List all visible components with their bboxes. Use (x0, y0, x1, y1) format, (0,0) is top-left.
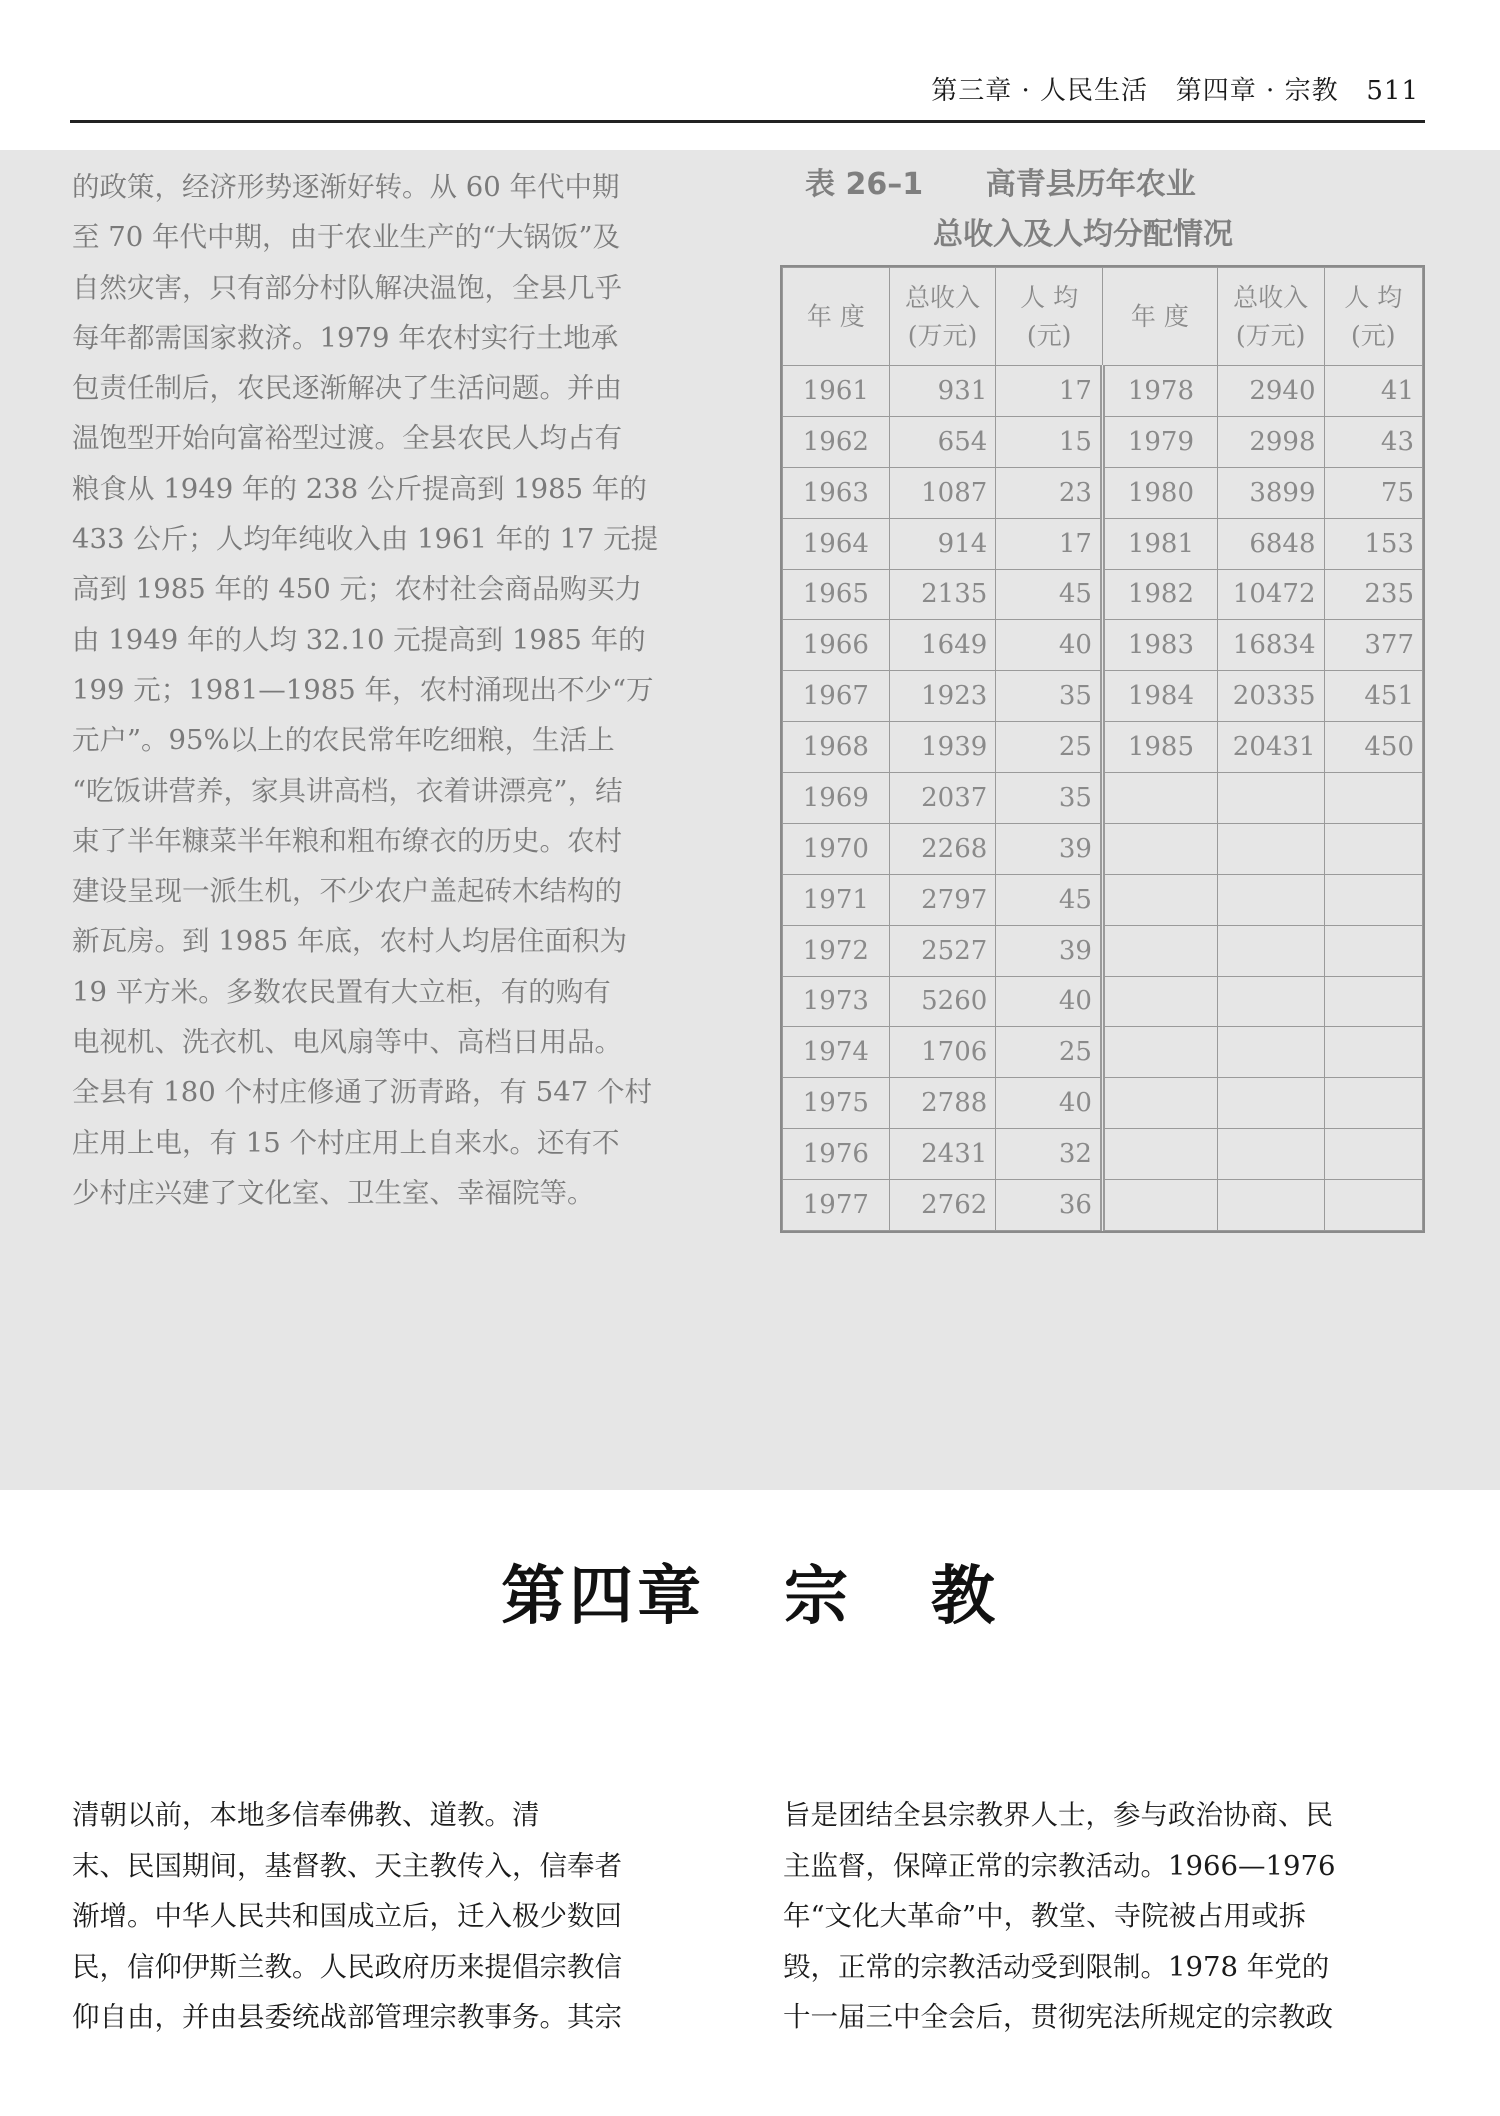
year-cell (1102, 1129, 1217, 1180)
year-cell: 1976 (783, 1129, 890, 1180)
year-cell: 1975 (783, 1078, 890, 1129)
percap-cell: 40 (996, 976, 1103, 1027)
agriculture-income-table (780, 265, 1425, 1233)
table-row (783, 518, 1423, 569)
table-row (783, 1129, 1423, 1180)
income-cell: 1706 (889, 1027, 996, 1078)
income-cell (1217, 976, 1324, 1027)
income-cell: 1939 (889, 722, 996, 773)
text-line: 每年都需国家救济。1979 年农村实行土地承 (72, 321, 619, 354)
text-line: 的政策，经济形势逐渐好转。从 60 年代中期 (72, 171, 620, 203)
income-cell (1217, 1180, 1324, 1231)
percap-cell (1324, 823, 1423, 874)
table-row (783, 1180, 1423, 1231)
table-row (783, 416, 1423, 467)
text-line: 十一届三中全会后，贯彻宪法所规定的宗教政 (783, 2001, 1333, 2033)
year-cell: 1964 (783, 518, 890, 569)
header-percap: 人 均 (元) (1324, 268, 1423, 366)
text-line: 少村庄兴建了文化室、卫生室、幸福院等。 (72, 1176, 595, 1209)
income-cell: 2527 (889, 925, 996, 976)
text-line: 高到 1985 年的 450 元；农村社会商品购买力 (72, 573, 642, 606)
percap-cell: 153 (1324, 518, 1423, 569)
header-year: 年 度 (783, 268, 890, 366)
text-line: 电视机、洗衣机、电风扇等中、高档日用品。 (72, 1026, 622, 1059)
year-cell: 1968 (783, 722, 890, 773)
text-line: 仰自由，并由县委统战部管理宗教事务。其宗 (72, 2001, 622, 2033)
year-cell (1102, 1180, 1217, 1231)
year-cell: 1977 (783, 1180, 890, 1231)
income-cell (1217, 773, 1324, 824)
year-cell: 1969 (783, 773, 890, 824)
income-cell (1217, 874, 1324, 925)
text-line: 199 元；1981—1985 年，农村涌现出不少“万 (72, 673, 654, 706)
year-cell: 1978 (1102, 366, 1217, 417)
table-row (783, 773, 1423, 824)
table-row (783, 925, 1423, 976)
percap-cell: 235 (1324, 569, 1423, 620)
percap-cell: 39 (996, 925, 1103, 976)
table-header-row (783, 268, 1423, 366)
percap-cell: 36 (996, 1180, 1103, 1231)
income-cell (1217, 1027, 1324, 1078)
table-caption-line1: 表 26–1 高青县历年农业 (805, 167, 1196, 202)
percap-cell: 35 (996, 773, 1103, 824)
text-line: 渐增。中华人民共和国成立后，迁入极少数回 (72, 1900, 622, 1932)
income-cell: 2135 (889, 569, 996, 620)
text-line: 至 70 年代中期，由于农业生产的“大锅饭”及 (72, 221, 621, 254)
text-line: 民，信仰伊斯兰教。人民政府历来提倡宗教信 (72, 1950, 622, 1983)
table-row (783, 976, 1423, 1027)
running-head-text: 第三章 · 人民生活 第四章 · 宗教 511 (931, 76, 1419, 106)
body-left-column (72, 1790, 717, 2043)
year-cell: 1965 (783, 569, 890, 620)
income-cell: 2268 (889, 823, 996, 874)
chapter-title: 第四章 宗 教 (501, 1560, 999, 1634)
income-cell: 914 (889, 518, 996, 569)
table-row (783, 366, 1423, 417)
text-line: 庄用上电，有 15 个村庄用上自来水。还有不 (72, 1126, 620, 1159)
table-row (783, 569, 1423, 620)
income-cell: 5260 (889, 976, 996, 1027)
table-row (783, 671, 1423, 722)
percap-cell (1324, 773, 1423, 824)
year-cell: 1985 (1102, 722, 1217, 773)
percap-cell: 451 (1324, 671, 1423, 722)
income-cell: 1087 (889, 467, 996, 518)
year-cell: 1966 (783, 620, 890, 671)
income-cell (1217, 1078, 1324, 1129)
percap-cell: 25 (996, 722, 1103, 773)
income-cell: 20335 (1217, 671, 1324, 722)
income-cell: 16834 (1217, 620, 1324, 671)
text-line: 元户”。95%以上的农民常年吃细粮，生活上 (72, 724, 615, 757)
text-line: “吃饭讲营养，家具讲高档，衣着讲漂亮”，结 (72, 774, 623, 807)
percap-cell: 450 (1324, 722, 1423, 773)
income-cell: 931 (889, 366, 996, 417)
percap-cell (1324, 1078, 1423, 1129)
header-income: 总收入 (万元) (889, 268, 996, 366)
income-cell (1217, 1129, 1324, 1180)
percap-cell (1324, 1027, 1423, 1078)
text-line: 主监督，保障正常的宗教活动。1966—1976 (783, 1849, 1336, 1882)
year-cell: 1973 (783, 976, 890, 1027)
text-line: 末、民国期间，基督教、天主教传入，信奉者 (72, 1849, 622, 1882)
year-cell (1102, 773, 1217, 824)
text-line: 19 平方米。多数农民置有大立柜，有的购有 (72, 975, 611, 1008)
percap-cell (1324, 1180, 1423, 1231)
table-row (783, 620, 1423, 671)
income-cell: 1923 (889, 671, 996, 722)
text-line: 新瓦房。到 1985 年底，农村人均居住面积为 (72, 925, 627, 958)
text-line: 433 公斤；人均年纯收入由 1961 年的 17 元提 (72, 523, 659, 556)
percap-cell (1324, 976, 1423, 1027)
text-line: 粮食从 1949 年的 238 公斤提高到 1985 年的 (72, 472, 647, 505)
year-cell: 1972 (783, 925, 890, 976)
left-text-column (72, 162, 717, 1218)
text-line: 自然灾害，只有部分村队解决温饱，全县几乎 (72, 271, 622, 304)
income-cell (1217, 823, 1324, 874)
text-line: 建设呈现一派生机，不少农户盖起砖木结构的 (72, 875, 622, 908)
percap-cell: 39 (996, 823, 1103, 874)
percap-cell: 45 (996, 874, 1103, 925)
income-cell: 6848 (1217, 518, 1324, 569)
percap-cell: 15 (996, 416, 1103, 467)
year-cell: 1970 (783, 823, 890, 874)
income-cell: 654 (889, 416, 996, 467)
income-cell: 1649 (889, 620, 996, 671)
percap-cell: 25 (996, 1027, 1103, 1078)
text-line: 全县有 180 个村庄修通了沥青路，有 547 个村 (72, 1076, 652, 1109)
year-cell: 1963 (783, 467, 890, 518)
income-cell: 10472 (1217, 569, 1324, 620)
percap-cell: 32 (996, 1129, 1103, 1180)
text-line: 束了半年糠菜半年粮和粗布缭衣的历史。农村 (72, 824, 622, 857)
income-cell: 2797 (889, 874, 996, 925)
income-cell: 2998 (1217, 416, 1324, 467)
text-line: 由 1949 年的人均 32.10 元提高到 1985 年的 (72, 623, 646, 656)
table-row (783, 1027, 1423, 1078)
body-right-column (783, 1790, 1428, 2043)
year-cell (1102, 1027, 1217, 1078)
year-cell: 1981 (1102, 518, 1217, 569)
income-cell: 2037 (889, 773, 996, 824)
income-cell: 2762 (889, 1180, 996, 1231)
year-cell: 1961 (783, 366, 890, 417)
year-cell: 1974 (783, 1027, 890, 1078)
income-cell: 2431 (889, 1129, 996, 1180)
year-cell (1102, 976, 1217, 1027)
percap-cell: 35 (996, 671, 1103, 722)
year-cell: 1967 (783, 671, 890, 722)
header-income: 总收入 (万元) (1217, 268, 1324, 366)
header-year: 年 度 (1102, 268, 1217, 366)
text-line: 清朝以前，本地多信奉佛教、道教。清 (72, 1799, 540, 1831)
percap-cell: 43 (1324, 416, 1423, 467)
income-cell: 2940 (1217, 366, 1324, 417)
table-row (783, 823, 1423, 874)
year-cell (1102, 925, 1217, 976)
percap-cell: 40 (996, 1078, 1103, 1129)
income-cell: 3899 (1217, 467, 1324, 518)
percap-cell: 45 (996, 569, 1103, 620)
header-percap: 人 均 (元) (996, 268, 1103, 366)
income-cell: 20431 (1217, 722, 1324, 773)
text-line: 温饱型开始向富裕型过渡。全县农民人均占有 (72, 422, 622, 455)
table-caption (805, 160, 1233, 260)
percap-cell: 23 (996, 467, 1103, 518)
text-line: 年“文化大革命”中，教堂、寺院被占用或拆 (783, 1900, 1307, 1932)
table-caption-line2: 总收入及人均分配情况 (933, 217, 1233, 252)
year-cell: 1979 (1102, 416, 1217, 467)
year-cell: 1983 (1102, 620, 1217, 671)
percap-cell: 41 (1324, 366, 1423, 417)
percap-cell (1324, 1129, 1423, 1180)
income-cell (1217, 925, 1324, 976)
text-line: 毁，正常的宗教活动受到限制。1978 年党的 (783, 1950, 1330, 1983)
percap-cell: 75 (1324, 467, 1423, 518)
year-cell: 1984 (1102, 671, 1217, 722)
table-row (783, 467, 1423, 518)
year-cell: 1982 (1102, 569, 1217, 620)
year-cell: 1980 (1102, 467, 1217, 518)
text-line: 旨是团结全县宗教界人士，参与政治协商、民 (783, 1799, 1333, 1831)
percap-cell: 17 (996, 366, 1103, 417)
year-cell (1102, 1078, 1217, 1129)
text-line: 包责任制后，农民逐渐解决了生活问题。并由 (72, 372, 622, 405)
percap-cell (1324, 874, 1423, 925)
year-cell (1102, 874, 1217, 925)
table-row (783, 722, 1423, 773)
year-cell: 1962 (783, 416, 890, 467)
year-cell: 1971 (783, 874, 890, 925)
percap-cell: 40 (996, 620, 1103, 671)
percap-cell (1324, 925, 1423, 976)
percap-cell: 17 (996, 518, 1103, 569)
income-cell: 2788 (889, 1078, 996, 1129)
running-header (70, 62, 1425, 123)
table-row (783, 874, 1423, 925)
table-row (783, 1078, 1423, 1129)
percap-cell: 377 (1324, 620, 1423, 671)
year-cell (1102, 823, 1217, 874)
